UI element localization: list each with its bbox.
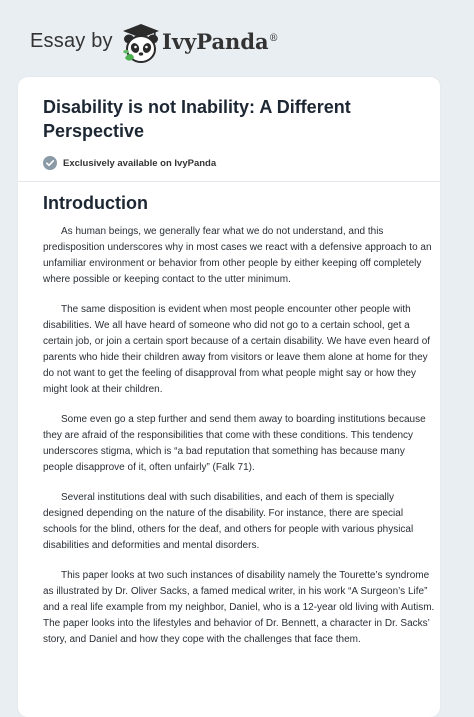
check-circle-icon [43, 156, 57, 170]
registered-mark: ® [268, 33, 279, 44]
availability-note [43, 155, 216, 171]
panda-graduate-logo-icon[interactable] [121, 22, 161, 66]
essay-title: Disability is not Inability: A Different Perspective [43, 97, 351, 141]
paragraph-3: Some even go a step further and send them away to boarding institutions because they are afraid of the responsibilities that come with these conditions. This tendency underscores stigma, which is “a bad reputation that something has because many people disapprove of it, often unfairly” (Falk 71). [43, 414, 426, 473]
site-header [0, 0, 474, 88]
paragraph-4: Several institutions deal with such disabilities, and each of them is specially designed depending on the nature of the disability. For instance, there are special schools for the blind, others for the deaf, and others for people with various physical disabilities and deformities and mental disorders. [43, 492, 414, 551]
section-divider [18, 181, 440, 182]
paragraph-1: As human beings, we generally fear what we do not understand, and this predisposition underscores why in most cases we react with a defensive approach to an unfamiliar environment or behavior from other people by either keeping off completely where possible or keeping contact to the utter minimum. [43, 226, 432, 285]
paragraph-5: This paper looks at two such instances of disability namely the Tourette’s syndrome as illustrated by Dr. Oliver Sacks, a famed medical writer, in his work “A Surgeon’s Life” and a real life example from my neighbor, Daniel, who is a 12-year old living with Autism. The paper looks into the lifestyles and behavior of Dr. Bennett, a character in Dr. Sacks’ story, and Daniel and how they cope with the challenges that face them. [43, 570, 435, 645]
section-heading: Introduction [43, 193, 148, 213]
essay-card [18, 77, 440, 717]
brand-name[interactable]: IvyPanda® [162, 29, 279, 54]
essay-body [43, 224, 435, 662]
paragraph-2: The same disposition is evident when most people encounter other people with disabilities. We all have heard of someone who did not go to a certain school, get a certain job, or join a certain sport because of a certain disability. We have even heard of parents who hide their children away from visitors or leave them alone at home for they do not want to get the feeling of disapproval from what people might say or how they might look at their children. [43, 304, 431, 395]
brand-prefix: Essay by [30, 30, 113, 52]
availability-text: Exclusively available on IvyPanda [63, 157, 217, 169]
